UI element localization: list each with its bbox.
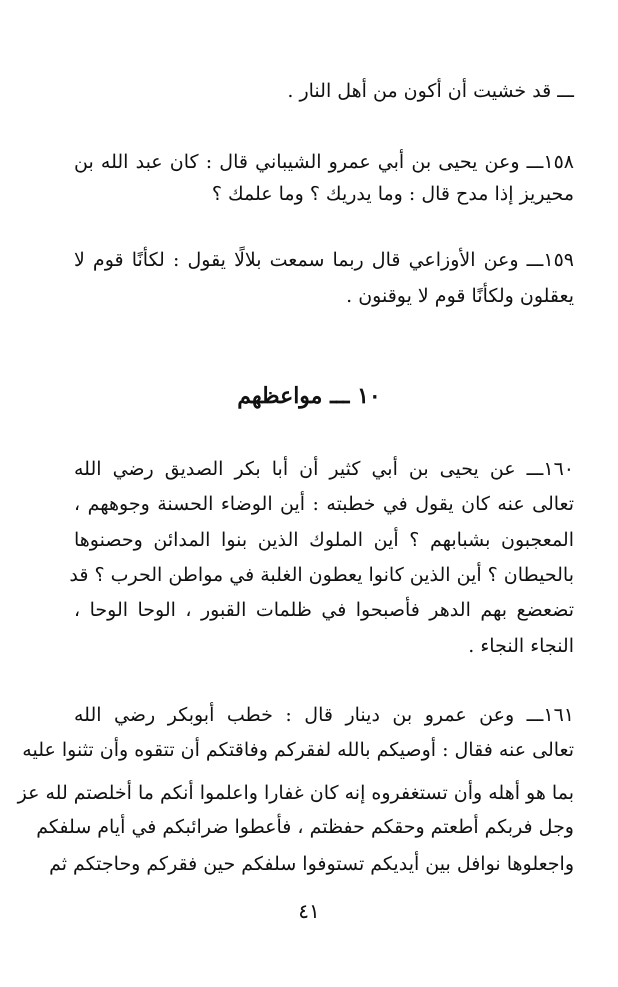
- text-line: وجل فربكم أطعتم وحقكم حفظتم ، فأعطوا ضرائبكم في أيام سلفكم: [36, 816, 574, 838]
- text-line: بالحيطان ؟ أين الذين كانوا يعطون الغلبة في مواطن الحرب ؟ قد: [69, 564, 574, 586]
- text-line: محيريز إذا مدح قال : وما يدريك ؟ وما علمك ؟: [211, 183, 574, 205]
- text-line: يعقلون ولكأنًا قوم لا يوقنون .: [346, 285, 574, 307]
- section-heading: ١٠ ـــ مواعظهم: [237, 383, 381, 409]
- text-line: تعالى عنه كان يقول في خطبته : أين الوضاء الحسنة وجوههم ،: [74, 493, 574, 515]
- page-number: ٤١: [298, 899, 320, 923]
- text-line: المعجبون بشبابهم ؟ أين الملوك الذين بنوا المدائن وحصنوها: [74, 529, 574, 551]
- text-line: النجاء النجاء .: [468, 635, 574, 657]
- text-line: تضعضع بهم الدهر فأصبحوا في ظلمات القبور ، الوحا الوحا ،: [74, 599, 574, 621]
- text-line: ١٥٨ـــ وعن يحيى بن أبي عمرو الشيباني قال : كان عبد الله بن: [74, 151, 574, 173]
- text-line: ـــ قد خشيت أن أكون من أهل النار .: [287, 80, 574, 102]
- text-line: ١٥٩ـــ وعن الأوزاعي قال ربما سمعت بلالًا يقول : لكأنًا قوم لا: [74, 249, 574, 271]
- text-line: واجعلوها نوافل بين أيديكم تستوفوا سلفكم حين فقركم وحاجتكم ثم: [49, 853, 574, 875]
- text-line: تعالى عنه فقال : أوصيكم بالله لفقركم وفاقتكم أن تتقوه وأن تثنوا عليه: [22, 739, 574, 761]
- text-line: ١٦٠ـــ عن يحيى بن أبي كثير أن أبا بكر الصديق رضي الله: [74, 458, 574, 480]
- text-line: ١٦١ـــ وعن عمرو بن دينار قال : خطب أبوبكر رضي الله: [74, 704, 574, 726]
- text-line: بما هو أهله وأن تستغفروه إنه كان غفارا واعلموا أنكم ما أخلصتم لله عز: [17, 782, 574, 804]
